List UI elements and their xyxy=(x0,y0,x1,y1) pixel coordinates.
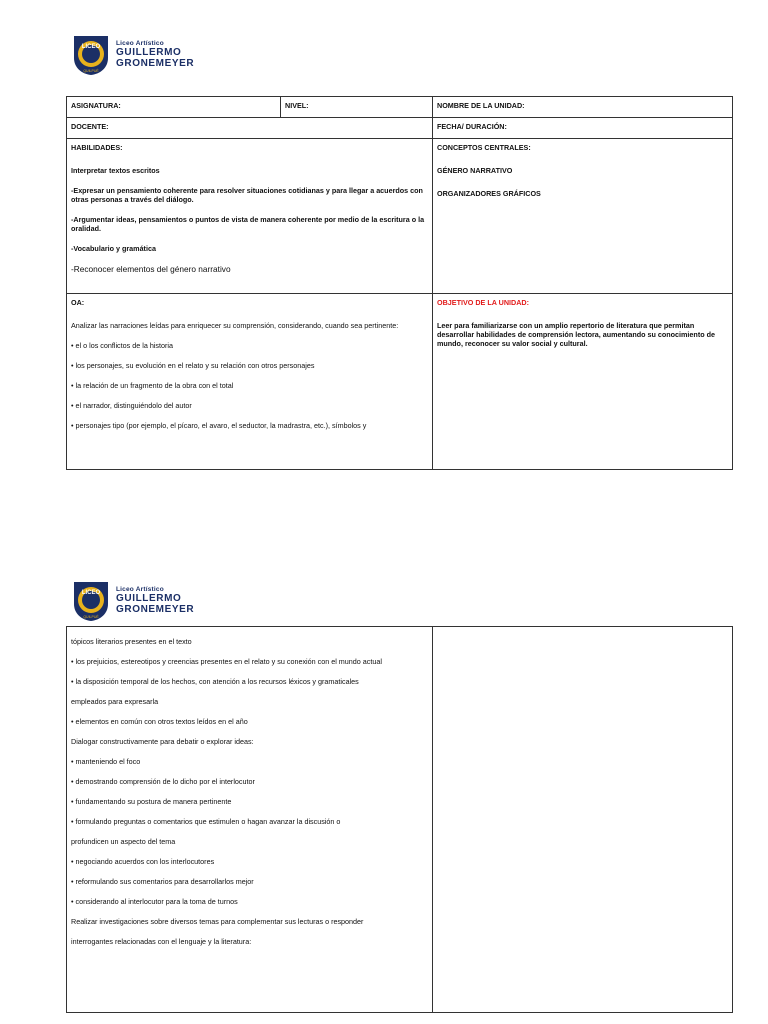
nombre-unidad-cell[interactable] xyxy=(433,97,733,118)
fecha-cell[interactable] xyxy=(433,118,733,139)
svg-text:QUILPUÉ: QUILPUÉ xyxy=(83,69,99,73)
oa-label: OA: xyxy=(71,298,85,307)
continuation-line: empleados para expresarla xyxy=(71,697,159,706)
continuation-line: profundicen un aspecto del tema xyxy=(71,837,176,846)
habilidad-item: -Expresar un pensamiento coherente para resolver situaciones cotidianas y para llegar a acuerdos con otras personas a través del diálogo. xyxy=(71,186,423,204)
oa-item: • la relación de un fragmento de la obra con el total xyxy=(71,381,234,390)
docente-cell[interactable] xyxy=(67,118,433,139)
continuation-line: • reformulando sus comentarios para desarrollarlos mejor xyxy=(71,877,254,886)
habilidades-label: HABILIDADES: xyxy=(71,143,123,152)
habilidades-cell xyxy=(67,139,433,294)
asignatura-label: ASIGNATURA: xyxy=(71,101,121,110)
nivel-cell[interactable] xyxy=(281,97,433,118)
continuation-line: • elementos en común con otros textos leídos en el año xyxy=(71,717,248,726)
continuation-line: interrogantes relacionadas con el lenguaje y la literatura: xyxy=(71,937,252,946)
table-row xyxy=(67,97,733,118)
table-row xyxy=(67,139,733,294)
conceptos-label: CONCEPTOS CENTRALES: xyxy=(437,143,531,152)
oa-item: • el narrador, distinguiéndolo del autor xyxy=(71,401,192,410)
table-row xyxy=(67,118,733,139)
concepto-item: ORGANIZADORES GRÁFICOS xyxy=(437,189,541,198)
logo-name-line1: GUILLERMO xyxy=(116,593,182,605)
oa-cell xyxy=(67,294,433,470)
logo-small-text: Liceo Artístico xyxy=(116,39,164,47)
table-row xyxy=(67,627,733,1013)
objetivo-text: Leer para familiarizarse con un amplio repertorio de literatura que permitan desarrollar habilidades de comprensión lectora, aumentando su conocimiento de mundo, reconocer su valor social y cultural. xyxy=(437,321,715,348)
school-logo xyxy=(72,580,194,622)
continuation-table xyxy=(66,626,733,1013)
svg-text:LICEO: LICEO xyxy=(81,590,101,596)
unit-planning-table xyxy=(66,96,733,470)
asignatura-cell[interactable] xyxy=(67,97,281,118)
conceptos-cell xyxy=(433,139,733,294)
concepto-item: GÉNERO NARRATIVO xyxy=(437,166,513,175)
objetivo-cell xyxy=(433,294,733,470)
continuation-line: • formulando preguntas o comentarios que estimulen o hagan avanzar la discusión o xyxy=(71,817,341,826)
fecha-label: FECHA/ DURACIÓN: xyxy=(437,122,507,131)
continuation-line: • fundamentando su postura de manera pertinente xyxy=(71,797,232,806)
continuation-line: • manteniendo el foco xyxy=(71,757,141,766)
oa-item: • los personajes, su evolución en el relato y su relación con otros personajes xyxy=(71,361,315,370)
continuation-line: tópicos literarios presentes en el texto xyxy=(71,637,192,646)
objetivo-label: OBJETIVO DE LA UNIDAD: xyxy=(437,298,529,307)
school-crest-icon xyxy=(72,34,110,76)
svg-text:LICEO: LICEO xyxy=(81,44,101,50)
logo-name-line2: GRONEMEYER xyxy=(116,58,195,70)
oa-intro: Analizar las narraciones leídas para enriquecer su comprensión, considerando, cuando sea pertinente: xyxy=(71,321,399,330)
logo-name-line2: GRONEMEYER xyxy=(116,604,195,616)
school-logo xyxy=(72,34,194,76)
habilidad-item: -Argumentar ideas, pensamientos o puntos de vista de manera coherente por medio de la escritura o la oralidad. xyxy=(71,215,425,233)
continuation-line: Dialogar constructivamente para debatir o explorar ideas: xyxy=(71,737,254,746)
logo-name-line1: GUILLERMO xyxy=(116,47,182,59)
oa-item: • el o los conflictos de la historia xyxy=(71,341,173,350)
docente-label: DOCENTE: xyxy=(71,122,109,131)
continuation-line: Realizar investigaciones sobre diversos temas para complementar sus lecturas o responder xyxy=(71,917,364,926)
nombre-unidad-label: NOMBRE DE LA UNIDAD: xyxy=(437,101,525,110)
table-row xyxy=(67,294,733,470)
habilidad-item: -Vocabulario y gramática xyxy=(71,244,156,253)
continuation-line: • los prejuicios, estereotipos y creencias presentes en el relato y su conexión con el mundo actual xyxy=(71,657,382,666)
oa-continuation-cell xyxy=(67,627,433,1013)
continuation-line: • negociando acuerdos con los interlocutores xyxy=(71,857,215,866)
continuation-line: • considerando al interlocutor para la toma de turnos xyxy=(71,897,238,906)
habilidad-item: -Reconocer elementos del género narrativo xyxy=(71,264,231,274)
nivel-label: NIVEL: xyxy=(285,101,309,110)
logo-small-text: Liceo Artístico xyxy=(116,585,164,593)
svg-text:QUILPUÉ: QUILPUÉ xyxy=(83,615,99,619)
empty-right-cell xyxy=(433,627,733,1013)
continuation-line: • demostrando comprensión de lo dicho por el interlocutor xyxy=(71,777,255,786)
oa-item: • personajes tipo (por ejemplo, el pícaro, el avaro, el seductor, la madrastra, etc.), símbolos y xyxy=(71,421,367,430)
continuation-line: • la disposición temporal de los hechos, con atención a los recursos léxicos y gramaticales xyxy=(71,677,359,686)
habilidad-item: Interpretar textos escritos xyxy=(71,166,160,175)
school-crest-icon xyxy=(72,580,110,622)
